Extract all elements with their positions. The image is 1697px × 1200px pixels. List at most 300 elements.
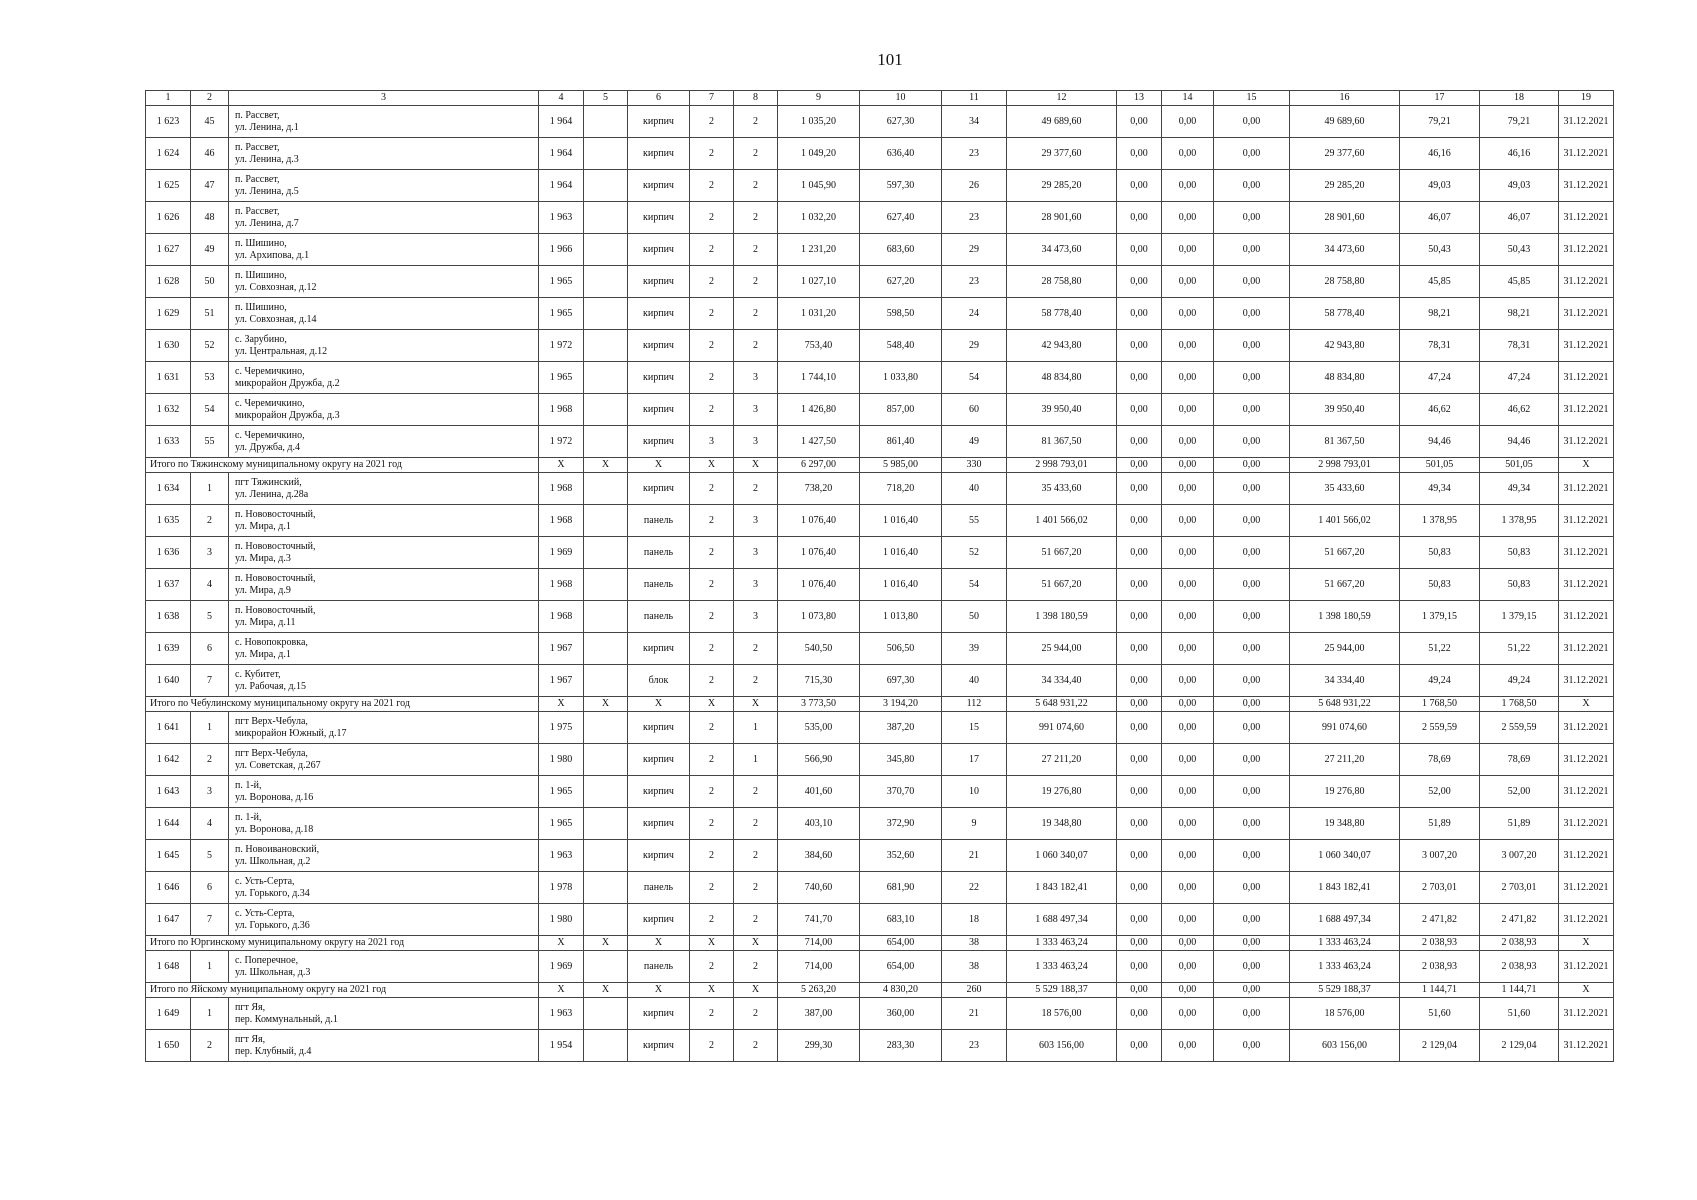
subtotal-row <box>146 983 1614 998</box>
col13-cell: 0,00 <box>1117 106 1162 138</box>
row-number-cell: 1 647 <box>146 904 191 936</box>
col8-cell: 2 <box>734 298 778 330</box>
year-cell: 1 972 <box>539 330 584 362</box>
deadline-cell: 31.12.2021 <box>1559 998 1614 1030</box>
table-row <box>146 138 1614 170</box>
area-living-cell: 370,70 <box>860 776 942 808</box>
col13-cell: 0,00 <box>1117 394 1162 426</box>
col5-cell <box>584 601 628 633</box>
col16-cell: 991 074,60 <box>1290 712 1400 744</box>
sub-number-cell: 4 <box>191 808 229 840</box>
col8-cell: 1 <box>734 712 778 744</box>
col13-cell: 0,00 <box>1117 776 1162 808</box>
table-row <box>146 633 1614 665</box>
col5-cell <box>584 362 628 394</box>
row-number-cell: 1 624 <box>146 138 191 170</box>
cost-total-cell: 19 276,80 <box>1007 776 1117 808</box>
area-living-cell: 345,80 <box>860 744 942 776</box>
address-street: ул. Мира, д.1 <box>235 648 291 660</box>
col7-cell: 2 <box>690 601 734 633</box>
year-cell: 1 968 <box>539 601 584 633</box>
material-cell: кирпич <box>628 106 690 138</box>
area-total-cell: 5 263,20 <box>778 983 860 998</box>
area-living-cell: 598,50 <box>860 298 942 330</box>
material-cell: кирпич <box>628 138 690 170</box>
area-total-cell: 566,90 <box>778 744 860 776</box>
col17-cell: 79,21 <box>1400 106 1480 138</box>
address-cell <box>229 202 539 234</box>
cost-total-cell: 51 667,20 <box>1007 569 1117 601</box>
address-cell <box>229 872 539 904</box>
sub-number-cell: 46 <box>191 138 229 170</box>
col7-cell: 2 <box>690 537 734 569</box>
address-locality: п. Шишино, <box>235 238 287 249</box>
col17-cell: 94,46 <box>1400 426 1480 458</box>
col8-cell: 2 <box>734 202 778 234</box>
housing-register-table <box>145 90 1614 1062</box>
column-number-cell: 18 <box>1480 91 1559 106</box>
col7-cell: 2 <box>690 170 734 202</box>
address-street: ул. Воронова, д.18 <box>235 823 314 835</box>
col17-cell: 2 129,04 <box>1400 1030 1480 1062</box>
material-cell: кирпич <box>628 633 690 665</box>
col13-cell: 0,00 <box>1117 234 1162 266</box>
col16-cell: 34 473,60 <box>1290 234 1400 266</box>
area-total-cell: 1 076,40 <box>778 505 860 537</box>
year-cell: 1 968 <box>539 505 584 537</box>
residents-cell: 22 <box>942 872 1007 904</box>
col16-cell: 18 576,00 <box>1290 998 1400 1030</box>
address-cell <box>229 951 539 983</box>
col5-cell <box>584 712 628 744</box>
cost-total-cell: 51 667,20 <box>1007 537 1117 569</box>
col7-cell: 2 <box>690 362 734 394</box>
sub-number-cell: 55 <box>191 426 229 458</box>
address-locality: п. Новоивановский, <box>235 844 320 855</box>
material-cell: блок <box>628 665 690 697</box>
area-living-cell: 1 016,40 <box>860 569 942 601</box>
deadline-cell: 31.12.2021 <box>1559 426 1614 458</box>
sub-number-cell: 3 <box>191 776 229 808</box>
col16-cell: 34 334,40 <box>1290 665 1400 697</box>
col5-cell <box>584 998 628 1030</box>
area-living-cell: 861,40 <box>860 426 942 458</box>
col16-cell: 19 348,80 <box>1290 808 1400 840</box>
col8-cell: X <box>734 458 778 473</box>
col7-cell: 2 <box>690 234 734 266</box>
column-number-cell: 19 <box>1559 91 1614 106</box>
col13-cell: 0,00 <box>1117 872 1162 904</box>
cost-total-cell: 29 377,60 <box>1007 138 1117 170</box>
col8-cell: 2 <box>734 170 778 202</box>
address-cell <box>229 840 539 872</box>
address-cell <box>229 170 539 202</box>
deadline-cell: 31.12.2021 <box>1559 840 1614 872</box>
col14-cell: 0,00 <box>1162 808 1214 840</box>
col15-cell: 0,00 <box>1214 234 1290 266</box>
area-total-cell: 401,60 <box>778 776 860 808</box>
material-cell: кирпич <box>628 330 690 362</box>
col18-cell: 46,62 <box>1480 394 1559 426</box>
col14-cell: 0,00 <box>1162 951 1214 983</box>
col14-cell: 0,00 <box>1162 665 1214 697</box>
col7-cell: 2 <box>690 569 734 601</box>
table-row <box>146 362 1614 394</box>
sub-number-cell: 1 <box>191 712 229 744</box>
col15-cell: 0,00 <box>1214 473 1290 505</box>
material-cell: X <box>628 458 690 473</box>
col14-cell: 0,00 <box>1162 298 1214 330</box>
column-number-row <box>146 91 1614 106</box>
col7-cell: X <box>690 697 734 712</box>
col8-cell: 2 <box>734 1030 778 1062</box>
col17-cell: 46,62 <box>1400 394 1480 426</box>
col13-cell: 0,00 <box>1117 298 1162 330</box>
col16-cell: 48 834,80 <box>1290 362 1400 394</box>
cost-total-cell: 603 156,00 <box>1007 1030 1117 1062</box>
cost-total-cell: 28 901,60 <box>1007 202 1117 234</box>
col16-cell: 1 843 182,41 <box>1290 872 1400 904</box>
area-total-cell: 1 045,90 <box>778 170 860 202</box>
col15-cell: 0,00 <box>1214 601 1290 633</box>
col13-cell: 0,00 <box>1117 138 1162 170</box>
row-number-cell: 1 642 <box>146 744 191 776</box>
col14-cell: 0,00 <box>1162 362 1214 394</box>
col17-cell: 50,43 <box>1400 234 1480 266</box>
col8-cell: 3 <box>734 569 778 601</box>
table-row <box>146 904 1614 936</box>
deadline-cell: 31.12.2021 <box>1559 808 1614 840</box>
address-locality: с. Усть-Серта, <box>235 876 295 887</box>
address-street: ул. Советская, д.267 <box>235 759 321 771</box>
col5-cell <box>584 951 628 983</box>
address-cell <box>229 266 539 298</box>
residents-cell: 10 <box>942 776 1007 808</box>
cost-total-cell: 1 688 497,34 <box>1007 904 1117 936</box>
subtotal-label: Итого по Чебулинскому муниципальному округу на 2021 год <box>146 697 539 712</box>
address-locality: с. Усть-Серта, <box>235 908 295 919</box>
residents-cell: 29 <box>942 330 1007 362</box>
column-number-cell: 2 <box>191 91 229 106</box>
area-living-cell: 283,30 <box>860 1030 942 1062</box>
deadline-cell: 31.12.2021 <box>1559 1030 1614 1062</box>
col16-cell: 1 333 463,24 <box>1290 936 1400 951</box>
area-living-cell: 548,40 <box>860 330 942 362</box>
col15-cell: 0,00 <box>1214 170 1290 202</box>
residents-cell: 50 <box>942 601 1007 633</box>
column-number-cell: 3 <box>229 91 539 106</box>
col5-cell <box>584 776 628 808</box>
address-locality: с. Черемичкино, <box>235 430 305 441</box>
address-cell <box>229 394 539 426</box>
col14-cell: 0,00 <box>1162 234 1214 266</box>
col8-cell: 2 <box>734 998 778 1030</box>
col14-cell: 0,00 <box>1162 505 1214 537</box>
col14-cell: 0,00 <box>1162 936 1214 951</box>
table-row <box>146 951 1614 983</box>
col5-cell <box>584 394 628 426</box>
col5-cell <box>584 330 628 362</box>
cost-total-cell: 29 285,20 <box>1007 170 1117 202</box>
col17-cell: 1 144,71 <box>1400 983 1480 998</box>
material-cell: кирпич <box>628 712 690 744</box>
address-locality: п. Нововосточный, <box>235 509 316 520</box>
col13-cell: 0,00 <box>1117 362 1162 394</box>
table-row <box>146 808 1614 840</box>
col18-cell: 1 144,71 <box>1480 983 1559 998</box>
cost-total-cell: 81 367,50 <box>1007 426 1117 458</box>
residents-cell: 112 <box>942 697 1007 712</box>
col18-cell: 98,21 <box>1480 298 1559 330</box>
sub-number-cell: 7 <box>191 904 229 936</box>
year-cell: 1 972 <box>539 426 584 458</box>
sub-number-cell: 1 <box>191 951 229 983</box>
year-cell: 1 966 <box>539 234 584 266</box>
address-street: ул. Центральная, д.12 <box>235 345 328 357</box>
address-locality: с. Черемичкино, <box>235 366 305 377</box>
row-number-cell: 1 637 <box>146 569 191 601</box>
col16-cell: 42 943,80 <box>1290 330 1400 362</box>
col15-cell: 0,00 <box>1214 106 1290 138</box>
row-number-cell: 1 630 <box>146 330 191 362</box>
col18-cell: 501,05 <box>1480 458 1559 473</box>
material-cell: панель <box>628 601 690 633</box>
col16-cell: 1 401 566,02 <box>1290 505 1400 537</box>
sub-number-cell: 54 <box>191 394 229 426</box>
row-number-cell: 1 644 <box>146 808 191 840</box>
col17-cell: 2 038,93 <box>1400 936 1480 951</box>
area-living-cell: 683,10 <box>860 904 942 936</box>
column-number-cell: 11 <box>942 91 1007 106</box>
col17-cell: 51,60 <box>1400 998 1480 1030</box>
table-row <box>146 473 1614 505</box>
column-number-cell: 12 <box>1007 91 1117 106</box>
material-cell: кирпич <box>628 298 690 330</box>
col13-cell: 0,00 <box>1117 712 1162 744</box>
address-locality: п. Рассвет, <box>235 174 280 185</box>
year-cell: 1 965 <box>539 362 584 394</box>
address-street: пер. Клубный, д.4 <box>235 1045 312 1057</box>
column-number-cell: 8 <box>734 91 778 106</box>
col18-cell: 50,43 <box>1480 234 1559 266</box>
col5-cell <box>584 904 628 936</box>
address-street: пер. Коммунальный, д.1 <box>235 1013 338 1025</box>
col13-cell: 0,00 <box>1117 633 1162 665</box>
address-locality: п. 1-й, <box>235 812 262 823</box>
col18-cell: 94,46 <box>1480 426 1559 458</box>
address-street: микрорайон Дружба, д.3 <box>235 409 340 421</box>
col16-cell: 603 156,00 <box>1290 1030 1400 1062</box>
residents-cell: 55 <box>942 505 1007 537</box>
area-living-cell: 3 194,20 <box>860 697 942 712</box>
row-number-cell: 1 635 <box>146 505 191 537</box>
residents-cell: 24 <box>942 298 1007 330</box>
col13-cell: 0,00 <box>1117 998 1162 1030</box>
col14-cell: 0,00 <box>1162 202 1214 234</box>
material-cell: кирпич <box>628 998 690 1030</box>
address-cell <box>229 712 539 744</box>
col14-cell: 0,00 <box>1162 266 1214 298</box>
area-total-cell: 1 027,10 <box>778 266 860 298</box>
sub-number-cell: 52 <box>191 330 229 362</box>
area-total-cell: 535,00 <box>778 712 860 744</box>
residents-cell: 26 <box>942 170 1007 202</box>
year-cell: 1 963 <box>539 202 584 234</box>
col7-cell: 2 <box>690 394 734 426</box>
address-street: ул. Ленина, д.7 <box>235 217 299 229</box>
residents-cell: 39 <box>942 633 1007 665</box>
col15-cell: 0,00 <box>1214 951 1290 983</box>
col8-cell: 2 <box>734 138 778 170</box>
area-total-cell: 1 032,20 <box>778 202 860 234</box>
address-locality: п. Рассвет, <box>235 142 280 153</box>
year-cell: 1 965 <box>539 266 584 298</box>
address-street: ул. Мира, д.11 <box>235 616 296 628</box>
col8-cell: X <box>734 983 778 998</box>
area-living-cell: 627,20 <box>860 266 942 298</box>
area-living-cell: 387,20 <box>860 712 942 744</box>
year-cell: X <box>539 936 584 951</box>
col14-cell: 0,00 <box>1162 1030 1214 1062</box>
cost-total-cell: 1 060 340,07 <box>1007 840 1117 872</box>
deadline-cell: 31.12.2021 <box>1559 202 1614 234</box>
year-cell: 1 978 <box>539 872 584 904</box>
col14-cell: 0,00 <box>1162 394 1214 426</box>
cost-total-cell: 1 398 180,59 <box>1007 601 1117 633</box>
residents-cell: 15 <box>942 712 1007 744</box>
material-cell: кирпич <box>628 266 690 298</box>
table-row <box>146 569 1614 601</box>
col15-cell: 0,00 <box>1214 808 1290 840</box>
page-number: 101 <box>877 50 903 69</box>
address-locality: п. Шишино, <box>235 302 287 313</box>
col5-cell <box>584 665 628 697</box>
address-street: ул. Горького, д.34 <box>235 887 310 899</box>
area-total-cell: 3 773,50 <box>778 697 860 712</box>
col17-cell: 501,05 <box>1400 458 1480 473</box>
address-locality: с. Зарубино, <box>235 334 287 345</box>
row-number-cell: 1 625 <box>146 170 191 202</box>
col18-cell: 2 038,93 <box>1480 936 1559 951</box>
sub-number-cell: 49 <box>191 234 229 266</box>
table-row <box>146 330 1614 362</box>
year-cell: 1 964 <box>539 170 584 202</box>
address-street: ул. Дружба, д.4 <box>235 441 300 453</box>
residents-cell: 9 <box>942 808 1007 840</box>
sub-number-cell: 2 <box>191 1030 229 1062</box>
cost-total-cell: 5 529 188,37 <box>1007 983 1117 998</box>
material-cell: X <box>628 697 690 712</box>
col18-cell: 1 378,95 <box>1480 505 1559 537</box>
address-cell <box>229 744 539 776</box>
col16-cell: 58 778,40 <box>1290 298 1400 330</box>
sub-number-cell: 51 <box>191 298 229 330</box>
deadline-cell: 31.12.2021 <box>1559 106 1614 138</box>
col13-cell: 0,00 <box>1117 426 1162 458</box>
col14-cell: 0,00 <box>1162 776 1214 808</box>
col8-cell: 3 <box>734 362 778 394</box>
subtotal-row <box>146 697 1614 712</box>
col7-cell: 2 <box>690 473 734 505</box>
row-number-cell: 1 639 <box>146 633 191 665</box>
address-locality: п. Нововосточный, <box>235 573 316 584</box>
area-total-cell: 740,60 <box>778 872 860 904</box>
col15-cell: 0,00 <box>1214 426 1290 458</box>
col18-cell: 47,24 <box>1480 362 1559 394</box>
address-cell <box>229 601 539 633</box>
residents-cell: 49 <box>942 426 1007 458</box>
col7-cell: 2 <box>690 202 734 234</box>
row-number-cell: 1 640 <box>146 665 191 697</box>
col17-cell: 78,31 <box>1400 330 1480 362</box>
residents-cell: 21 <box>942 998 1007 1030</box>
col7-cell: 2 <box>690 904 734 936</box>
row-number-cell: 1 633 <box>146 426 191 458</box>
row-number-cell: 1 623 <box>146 106 191 138</box>
col7-cell: 2 <box>690 298 734 330</box>
address-cell <box>229 138 539 170</box>
sub-number-cell: 50 <box>191 266 229 298</box>
year-cell: 1 969 <box>539 951 584 983</box>
col5-cell <box>584 1030 628 1062</box>
col17-cell: 51,22 <box>1400 633 1480 665</box>
sub-number-cell: 53 <box>191 362 229 394</box>
address-cell <box>229 633 539 665</box>
col14-cell: 0,00 <box>1162 170 1214 202</box>
deadline-cell: 31.12.2021 <box>1559 298 1614 330</box>
address-locality: п. Шишино, <box>235 270 287 281</box>
cost-total-cell: 34 334,40 <box>1007 665 1117 697</box>
area-total-cell: 715,30 <box>778 665 860 697</box>
address-cell <box>229 426 539 458</box>
residents-cell: 54 <box>942 362 1007 394</box>
residents-cell: 40 <box>942 665 1007 697</box>
deadline-cell: 31.12.2021 <box>1559 505 1614 537</box>
col7-cell: 2 <box>690 106 734 138</box>
col14-cell: 0,00 <box>1162 330 1214 362</box>
col15-cell: 0,00 <box>1214 840 1290 872</box>
col8-cell: 2 <box>734 776 778 808</box>
col13-cell: 0,00 <box>1117 1030 1162 1062</box>
col14-cell: 0,00 <box>1162 904 1214 936</box>
col18-cell: 2 129,04 <box>1480 1030 1559 1062</box>
material-cell: панель <box>628 569 690 601</box>
col7-cell: 2 <box>690 266 734 298</box>
col7-cell: 3 <box>690 426 734 458</box>
col13-cell: 0,00 <box>1117 983 1162 998</box>
col16-cell: 81 367,50 <box>1290 426 1400 458</box>
area-total-cell: 384,60 <box>778 840 860 872</box>
col5-cell <box>584 266 628 298</box>
row-number-cell: 1 645 <box>146 840 191 872</box>
residents-cell: 260 <box>942 983 1007 998</box>
col8-cell: 3 <box>734 601 778 633</box>
address-street: ул. Мира, д.3 <box>235 552 291 564</box>
col15-cell: 0,00 <box>1214 569 1290 601</box>
col13-cell: 0,00 <box>1117 458 1162 473</box>
col16-cell: 1 398 180,59 <box>1290 601 1400 633</box>
area-total-cell: 1 744,10 <box>778 362 860 394</box>
residents-cell: 18 <box>942 904 1007 936</box>
col5-cell <box>584 633 628 665</box>
col7-cell: 2 <box>690 744 734 776</box>
sub-number-cell: 1 <box>191 473 229 505</box>
col17-cell: 1 768,50 <box>1400 697 1480 712</box>
sub-number-cell: 7 <box>191 665 229 697</box>
table-row <box>146 426 1614 458</box>
address-street: ул. Горького, д.36 <box>235 919 310 931</box>
col13-cell: 0,00 <box>1117 569 1162 601</box>
